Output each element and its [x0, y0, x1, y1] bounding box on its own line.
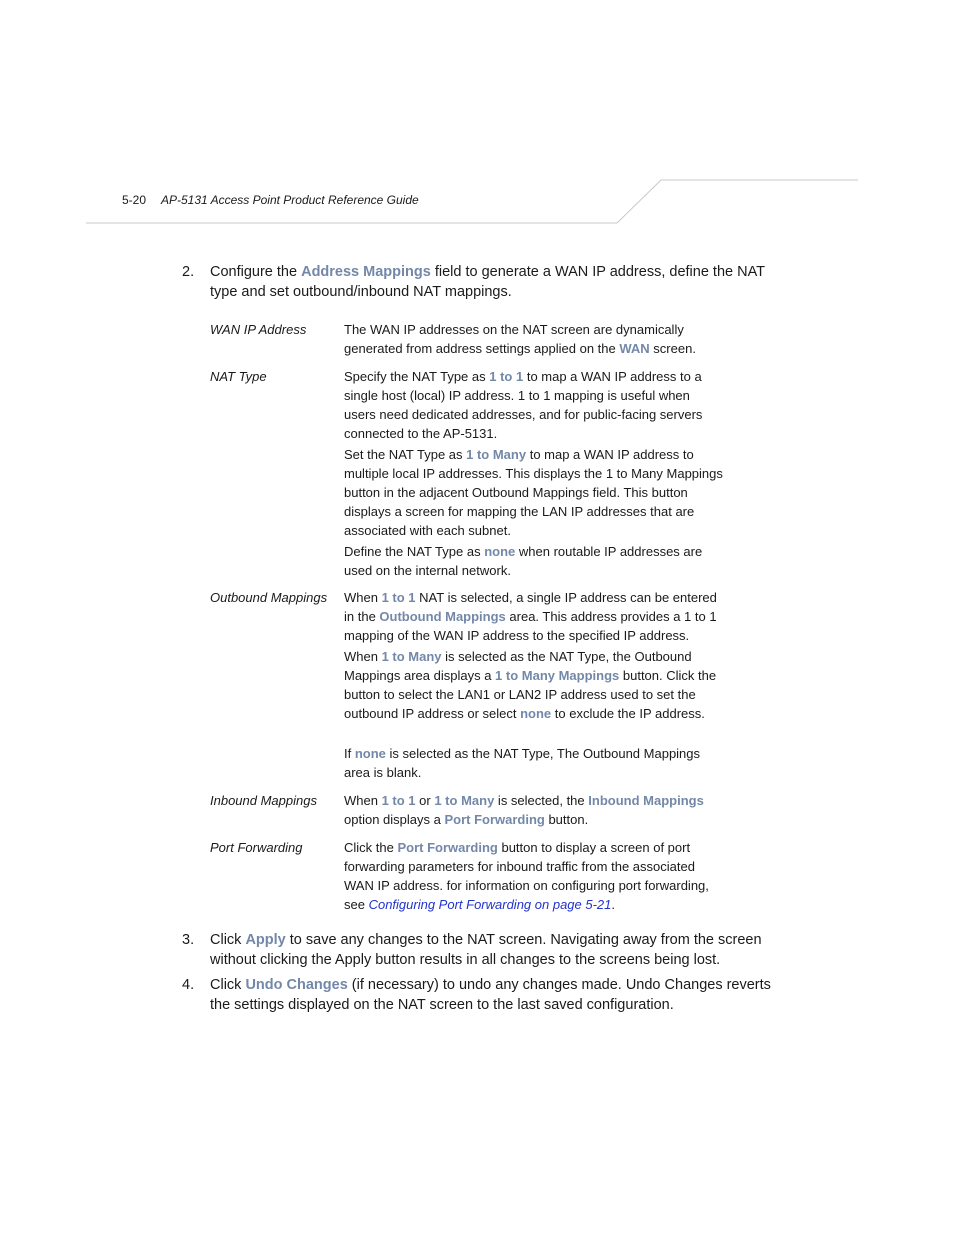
field-term: NAT Type: [210, 369, 267, 384]
field-term: WAN IP Address: [210, 322, 307, 337]
step-number: 4.: [182, 977, 195, 993]
ui-label-undo-changes: Undo Changes: [245, 977, 348, 993]
field-term: Outbound Mappings: [210, 590, 328, 605]
field-description: When 1 to 1 or 1 to Many is selected, the Inbound Mappings option displays a Port Forwarding button.: [344, 793, 704, 827]
cross-reference-link[interactable]: Configuring Port Forwarding on page 5-21: [368, 897, 612, 912]
step-text: Configure the Address Mappings field to generate a WAN IP address, define the NAT type and set outbound/inbound NAT mappings.: [210, 264, 765, 300]
field-description: When 1 to 1 NAT is selected, a single IP address can be entered in the Outbound Mappings area. This address provides a 1 to 1 mapping of the WAN IP address to the specified IP address. When 1 to Many is selected as the NAT Type, the Outbound Mappings area displays a 1 to Many Mappings button. Click the button to select the LAN1 or LAN2 IP address used to set the outbound IP address or select none to exclude the IP address. If none is selected as the NAT Type, The Outbound Mappings area is blank.: [344, 590, 717, 780]
step-number: 3.: [182, 932, 195, 948]
ui-label-apply: Apply: [245, 932, 286, 948]
field-term: Inbound Mappings: [210, 793, 317, 808]
field-description: Specify the NAT Type as 1 to 1 to map a WAN IP address to a single host (local) IP address. 1 to 1 mapping is useful when users need dedicated addresses, and for public-facing servers connected to the AP-5131. Set the NAT Type as 1 to Many to map a WAN IP address to multiple local IP addresses. This displays the 1 to Many Mappings button in the adjacent Outbound Mappings field. This button displays a screen for mapping the LAN IP addresses that are associated with each subnet. Define the NAT Type as none when routable IP addresses are used on the internal network.: [344, 369, 723, 578]
document-title: AP-5131 Access Point Product Reference Guide: [161, 193, 419, 207]
step-text: Click Apply to save any changes to the NAT screen. Navigating away from the screen without clicking the Apply button results in all changes to the screens being lost.: [210, 932, 762, 968]
page-number: 5-20: [122, 193, 147, 207]
field-term: Port Forwarding: [210, 840, 303, 855]
step-text: Click Undo Changes (if necessary) to undo any changes made. Undo Changes reverts the settings displayed on the NAT screen to the last saved configuration.: [210, 977, 771, 1013]
field-description: Click the Port Forwarding button to display a screen of port forwarding parameters for inbound traffic from the associated WAN IP address. for information on configuring port forwarding, see Configuring Port Forwarding on page 5-21.: [344, 840, 709, 912]
step-number: 2.: [182, 264, 195, 280]
field-description: The WAN IP addresses on the NAT screen are dynamically generated from address settings applied on the WAN screen.: [344, 322, 696, 356]
ui-label-address-mappings: Address Mappings: [301, 264, 431, 280]
